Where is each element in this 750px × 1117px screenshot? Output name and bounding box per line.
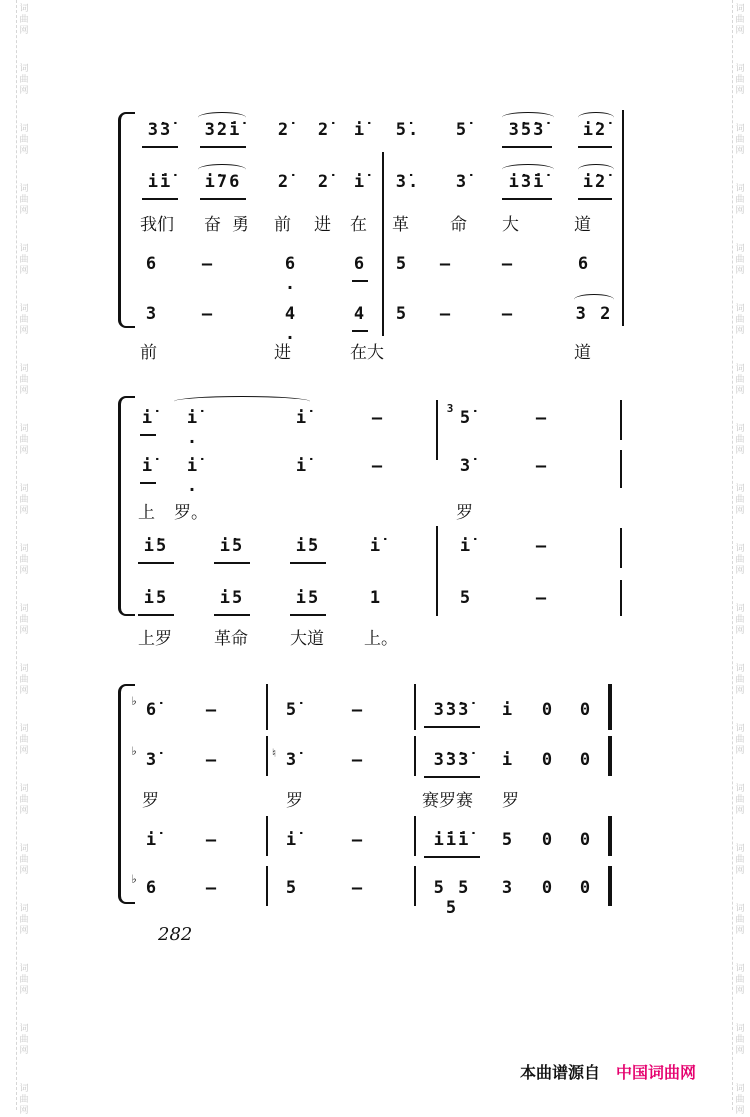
beam-line (290, 562, 326, 564)
watermark-text: 词 曲 网 (19, 904, 29, 936)
fermata-note: 6̇ (145, 700, 159, 720)
lyric: 在大 (350, 343, 384, 363)
note: i (501, 700, 515, 720)
note: i̇ (295, 456, 309, 476)
fermata-note: i̇ (285, 830, 299, 850)
watermark-text: 词 曲 网 (735, 1084, 745, 1116)
beam-line (424, 856, 480, 858)
rest-dash: — (501, 304, 515, 324)
note: 4 . (284, 304, 298, 344)
beam-line (140, 434, 156, 436)
lyric: 大道 (290, 629, 324, 649)
watermark-text: 词 曲 网 (19, 124, 29, 156)
rest-dash: — (535, 536, 549, 556)
note: i (501, 750, 515, 770)
fermata-note: 3̇ (285, 750, 299, 770)
barline (414, 684, 416, 730)
watermark-text: 词 曲 网 (735, 4, 745, 36)
note: 5̇. (395, 120, 421, 140)
right-watermark-strip (732, 0, 747, 1116)
final-barline (608, 816, 612, 856)
watermark-text: 词 曲 网 (19, 1084, 29, 1116)
score-system-1 (118, 108, 638, 363)
barline (620, 580, 622, 616)
note-group: 3 2 (575, 304, 613, 324)
note: 3̇. (395, 172, 421, 192)
staff-row-alto-1 (118, 172, 638, 200)
watermark-text: 词 曲 网 (19, 724, 29, 756)
watermark-text: 词 曲 网 (19, 64, 29, 96)
barline (414, 816, 416, 856)
beam-line (200, 146, 246, 148)
staff-row-tenor-2 (118, 536, 638, 564)
footer-brand-link[interactable]: 中国词曲网 (616, 1063, 697, 1082)
staff-row-alto-2 (118, 456, 638, 496)
lyric: 上。 (364, 629, 398, 649)
natural-sign: ♮ (270, 746, 280, 760)
note-group: 3̇2̇i̇ (204, 120, 242, 140)
beam-line (352, 280, 368, 282)
lyric: 进 (274, 343, 291, 363)
watermark-text: 词 曲 网 (19, 364, 29, 396)
note: 6 . (284, 254, 298, 294)
watermark-text: 词 曲 网 (735, 844, 745, 876)
note: i̇ (353, 172, 367, 192)
left-watermark-strip (16, 0, 31, 1116)
lyric: 前 (274, 215, 291, 235)
note: i̇ (369, 536, 383, 556)
lyric: 道 (574, 215, 591, 235)
lyric: 道 (574, 343, 591, 363)
lyric: 赛罗赛 (422, 791, 473, 811)
lyric: 进 (314, 215, 331, 235)
barline (266, 736, 268, 776)
watermark-text: 词 曲 网 (19, 664, 29, 696)
watermark-text: 词 曲 网 (735, 64, 745, 96)
lyric: 罗。 (174, 503, 208, 523)
watermark-text: 词 曲 网 (735, 424, 745, 456)
watermark-text: 词 曲 网 (19, 1024, 29, 1056)
note-group: 3̇5̇3̇ (508, 120, 546, 140)
score-system-2 (118, 390, 638, 649)
note-group: i̇3̇i̇ (508, 172, 546, 192)
note: 2̇ (277, 172, 291, 192)
barline (266, 816, 268, 856)
watermark-text: 词 曲 网 (735, 304, 745, 336)
note-group: i̇2̇ (582, 120, 608, 140)
beam-line (578, 146, 612, 148)
rest-dash: — (201, 254, 215, 274)
note: i̇ . (186, 408, 200, 448)
barline (266, 684, 268, 730)
final-barline (608, 866, 612, 906)
note: 6 (353, 254, 367, 274)
rest-dash: — (535, 408, 549, 428)
lyric: 罗 (456, 503, 473, 523)
note-group: 3̇3̇ (147, 120, 173, 140)
flat-sign: ♭ (130, 872, 140, 886)
fermata-note: i̇ (459, 536, 473, 556)
note-group: i̇5 (219, 536, 245, 556)
final-barline (608, 736, 612, 776)
fermata-note: 5 (285, 878, 299, 898)
beam-line (142, 198, 178, 200)
note-group: i̇5 (295, 536, 321, 556)
rest: 0 (541, 830, 555, 850)
note: i̇ . (186, 456, 200, 496)
rest: 0 (579, 878, 593, 898)
rest-dash: — (501, 254, 515, 274)
lyric: 大 (502, 215, 519, 235)
note: 3̇ (455, 172, 469, 192)
barline (620, 528, 622, 568)
watermark-text: 词 曲 网 (19, 544, 29, 576)
rest: 0 (579, 700, 593, 720)
watermark-text: 词 曲 网 (735, 724, 745, 756)
rest: 0 (541, 878, 555, 898)
note: 3 (501, 878, 515, 898)
rest-dash: — (205, 750, 219, 770)
note: 5̇ (455, 120, 469, 140)
staff-row-bass-2 (118, 588, 638, 616)
rest-dash: — (201, 304, 215, 324)
staff-row-alto-3 (118, 744, 638, 778)
rest-dash: — (535, 456, 549, 476)
slur (502, 164, 554, 175)
watermark-text: 词 曲 网 (735, 484, 745, 516)
watermark-text: 词 曲 网 (19, 184, 29, 216)
slur (578, 164, 614, 175)
lyric: 命 (450, 215, 467, 235)
staff-row-soprano-3 (118, 694, 638, 728)
lyric: 罗 (142, 791, 159, 811)
barline (414, 866, 416, 906)
beam-line (214, 614, 250, 616)
lyric: 罗 (286, 791, 303, 811)
beam-line (138, 562, 174, 564)
watermark-text: 词 曲 网 (735, 124, 745, 156)
staff-row-soprano-1 (118, 120, 638, 148)
slur (174, 396, 310, 407)
lyric: 革 (392, 215, 409, 235)
slur (574, 294, 614, 305)
fermata-note: 3̇ (459, 456, 473, 476)
rest-dash: — (351, 700, 365, 720)
watermark-text: 词 曲 网 (19, 604, 29, 636)
note-group: 3̇3̇3̇ (433, 700, 471, 720)
rest-dash: — (439, 304, 453, 324)
watermark-text: 词 曲 网 (735, 244, 745, 276)
watermark-text: 词 曲 网 (735, 604, 745, 636)
beam-line (214, 562, 250, 564)
fermata-note: 5 (459, 588, 473, 608)
rest-dash: — (205, 830, 219, 850)
note: 6 (577, 254, 591, 274)
note: i̇ (295, 408, 309, 428)
watermark-text: 词 曲 网 (735, 964, 745, 996)
lyric: 奋 (204, 215, 221, 235)
beam-line (200, 198, 246, 200)
rest: 0 (541, 700, 555, 720)
barline (266, 866, 268, 906)
fermata-note: 6 (145, 878, 159, 898)
page-number: 282 (158, 924, 193, 945)
slur (578, 112, 614, 123)
watermark-text: 词 曲 网 (19, 964, 29, 996)
watermark-text: 词 曲 网 (19, 484, 29, 516)
note: 5 (395, 254, 409, 274)
watermark-text: 词 曲 网 (19, 4, 29, 36)
barline (382, 152, 384, 336)
beam-line (138, 614, 174, 616)
lyric: 上罗 (138, 629, 172, 649)
staff-row-tenor-1 (118, 254, 638, 294)
barline (436, 526, 438, 616)
staff-row-bass-1 (118, 304, 638, 344)
slur (198, 164, 246, 175)
rest-dash: — (439, 254, 453, 274)
rest: 0 (579, 750, 593, 770)
watermark-text: 词 曲 网 (19, 844, 29, 876)
lyric: 罗 (502, 791, 519, 811)
beam-line (424, 776, 480, 778)
beam-line (502, 146, 552, 148)
watermark-text: 词 曲 网 (19, 784, 29, 816)
note-group: i5 (219, 588, 245, 608)
watermark-text: 词 曲 网 (735, 184, 745, 216)
beam-line (578, 198, 612, 200)
grace-note: 3 (446, 402, 456, 415)
footer-prefix: 本曲谱源自 (520, 1063, 601, 1082)
rest-dash: — (205, 700, 219, 720)
note-group: 3̇3̇3̇ (433, 750, 471, 770)
footer-source (520, 1060, 696, 1083)
watermark-text: 词 曲 网 (735, 544, 745, 576)
rest-dash: — (371, 456, 385, 476)
note: 2̇ (277, 120, 291, 140)
note-group: i̇i̇i̇ (433, 830, 471, 850)
rest: 0 (541, 750, 555, 770)
watermark-text: 词 曲 网 (735, 364, 745, 396)
rest-dash: — (351, 750, 365, 770)
watermark-text: 词 曲 网 (19, 304, 29, 336)
lyric: 前 (140, 343, 157, 363)
rest-dash: — (371, 408, 385, 428)
note-group: i5 (143, 588, 169, 608)
barline (620, 400, 622, 440)
note: 2̇ (317, 172, 331, 192)
watermark-text: 词 曲 网 (19, 244, 29, 276)
note-group: i̇5 (143, 536, 169, 556)
lyric: 在 (350, 215, 367, 235)
watermark-text: 词 曲 网 (735, 904, 745, 936)
note-group: i̇2̇ (582, 172, 608, 192)
note-group: i5 (295, 588, 321, 608)
staff-row-tenor-3 (118, 830, 638, 858)
barline (622, 110, 624, 326)
lyric: 革命 (214, 629, 248, 649)
final-barline (608, 684, 612, 730)
rest-dash: — (351, 830, 365, 850)
note: 6 (145, 254, 159, 274)
staff-row-bass-3 (118, 872, 638, 918)
flat-sign: ♭ (130, 694, 140, 708)
note: 5 (501, 830, 515, 850)
note: 5 (395, 304, 409, 324)
beam-line (140, 482, 156, 484)
slur (198, 112, 246, 123)
slur (502, 112, 554, 123)
rest-dash: — (205, 878, 219, 898)
rest-dash: — (535, 588, 549, 608)
score-system-3 (118, 680, 638, 918)
beam-line (352, 330, 368, 332)
beam-line (502, 198, 552, 200)
note-group: 5 5 5 (433, 878, 471, 918)
watermark-text: 词 曲 网 (19, 424, 29, 456)
lyric: 上 (138, 503, 155, 523)
note: 3 (145, 304, 159, 324)
note: i̇ (141, 456, 155, 476)
fermata-note: 5̇ (285, 700, 299, 720)
note-group: i̇i̇ (147, 172, 173, 192)
flat-sign: ♭ (130, 744, 140, 758)
watermark-text: 词 曲 网 (735, 664, 745, 696)
fermata-note: 3̇ (145, 750, 159, 770)
watermark-text: 词 曲 网 (735, 784, 745, 816)
note: 1 (369, 588, 383, 608)
fermata-note: 5̇ (459, 408, 473, 428)
fermata-note: i̇ (145, 830, 159, 850)
lyric: 我们 (140, 215, 174, 235)
beam-line (290, 614, 326, 616)
note-group: i̇76 (204, 172, 242, 192)
rest: 0 (579, 830, 593, 850)
beam-line (142, 146, 178, 148)
staff-row-soprano-2 (118, 402, 638, 448)
note: 4 (353, 304, 367, 324)
barline (620, 450, 622, 488)
barline (436, 400, 438, 460)
lyric: 勇 (232, 215, 249, 235)
note: i̇ (141, 408, 155, 428)
note: 2̇ (317, 120, 331, 140)
rest-dash: — (351, 878, 365, 898)
note: i̇ (353, 120, 367, 140)
beam-line (424, 726, 480, 728)
watermark-text: 词 曲 网 (735, 1024, 745, 1056)
barline (414, 736, 416, 776)
